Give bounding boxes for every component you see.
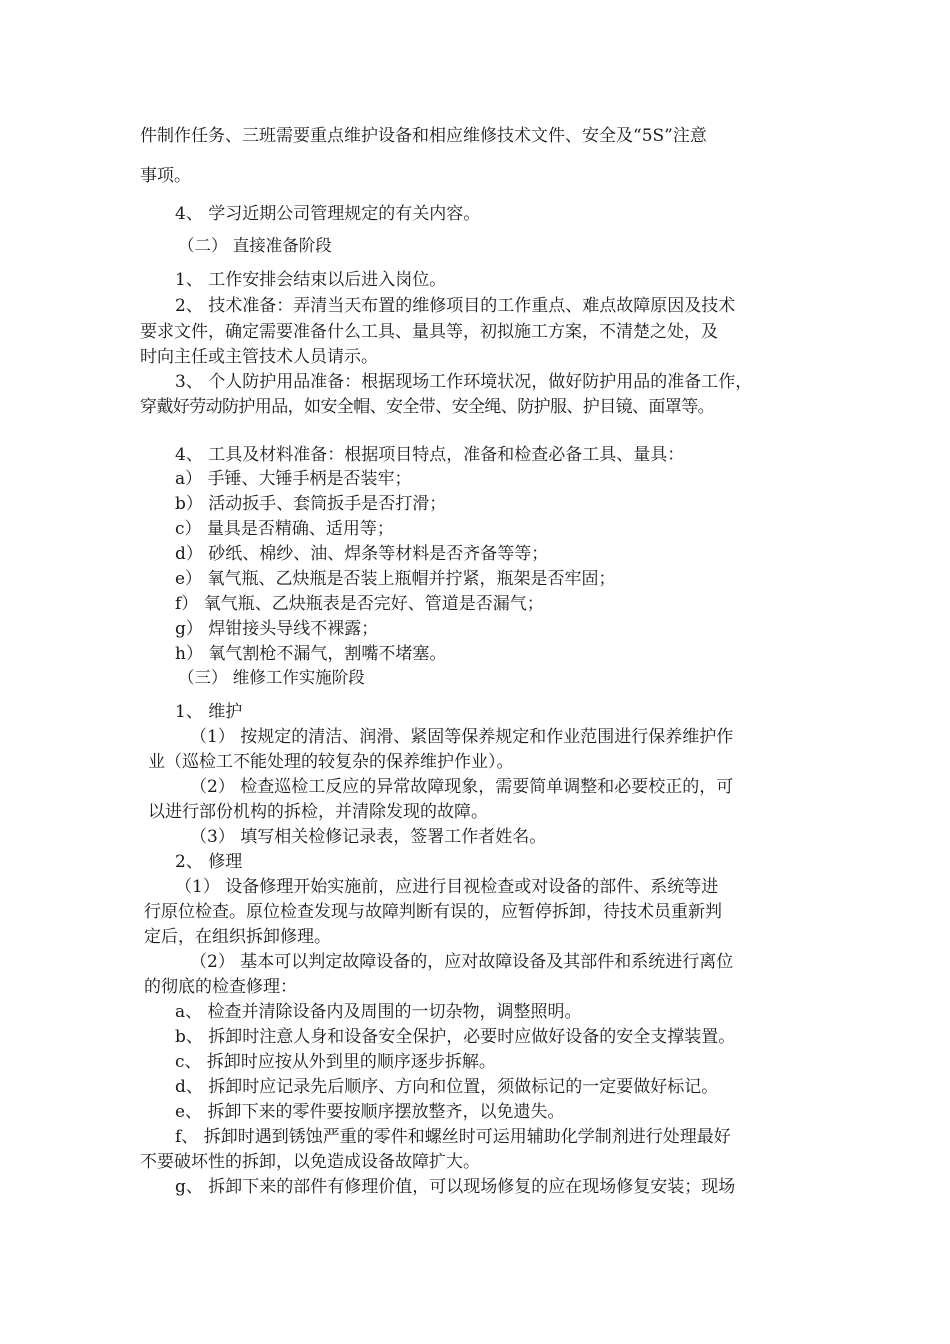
text-line: 2、 修理 — [175, 852, 243, 872]
list-item: c） 量具是否精确、适用等； — [175, 519, 394, 539]
list-item: a、 检查并清除设备内及周围的一切杂物，调整照明。 — [175, 1002, 582, 1022]
list-item: b） 活动扳手、套筒扳手是否打滑； — [175, 494, 447, 514]
section-heading: （三） 维修工作实施阶段 — [178, 668, 365, 687]
section-heading: （二） 直接准备阶段 — [178, 236, 332, 255]
text-line: 的彻底的检查修理： — [144, 977, 297, 997]
list-item: b、 拆卸时注意人身和设备安全保护，必要时应做好设备的安全支撑装置。 — [175, 1027, 736, 1047]
text-line: 1、 维护 — [175, 702, 243, 722]
text-line: （1） 按规定的清洁、润滑、紧固等保养规定和作业范围进行保养维护作 — [190, 727, 734, 747]
text-line: 以进行部份机构的拆检，并清除发现的故障。 — [148, 802, 488, 822]
list-item: g、 拆卸下来的部件有修理价值，可以现场修复的应在现场修复安装；现场 — [175, 1177, 736, 1197]
text-line: 行原位检查。原位检查发现与故障判断有误的，应暂停拆卸，待技术员重新判 — [144, 902, 722, 922]
list-item: f） 氧气瓶、乙炔瓶表是否完好、管道是否漏气； — [175, 594, 544, 614]
text-line: 2、 技术准备：弄清当天布置的维修项目的工作重点、难点故障原因及技术 — [175, 296, 736, 316]
text-line: 要求文件，确定需要准备什么工具、量具等，初拟施工方案，不清楚之处，及 — [140, 322, 718, 342]
list-item: g） 焊钳接头导线不裸露； — [175, 619, 379, 639]
list-item: f、 拆卸时遇到锈蚀严重的零件和螺丝时可运用辅助化学制剂进行处理最好 — [175, 1127, 731, 1147]
text-line: （2） 基本可以判定故障设备的，应对故障设备及其部件和系统进行离位 — [190, 952, 734, 972]
text-line: （3） 填写相关检修记录表，签署工作者姓名。 — [190, 827, 547, 847]
text-line: 事项。 — [140, 166, 191, 186]
text-line: （2） 检查巡检工反应的异常故障现象，需要简单调整和必要校正的，可 — [190, 777, 734, 797]
text-line: 3、 个人防护用品准备：根据现场工作环境状况，做好防护用品的准备工作， — [175, 372, 753, 392]
text-line: 定后，在组织拆卸修理。 — [144, 927, 331, 947]
text-line: 业（巡检工不能处理的较复杂的保养维护作业）。 — [148, 752, 514, 772]
text-line: （1） 设备修理开始实施前，应进行目视检查或对设备的部件、系统等进 — [175, 877, 719, 897]
text-line: 不要破坏性的拆卸，以免造成设备故障扩大。 — [140, 1152, 480, 1172]
list-item: d、 拆卸时应记录先后顺序、方向和位置，须做标记的一定要做好标记。 — [175, 1077, 719, 1097]
text-line: 穿戴好劳动防护用品，如安全帽、安全带、安全绳、防护服、护目镜、面罩等。 — [140, 397, 714, 417]
text-line: 件制作任务、三班需要重点维护设备和相应维修技术文件、安全及“5S”注意 — [140, 126, 707, 146]
list-item: h） 氧气割枪不漏气，割嘴不堵塞。 — [175, 644, 447, 664]
text-line: 时向主任或主管技术人员请示。 — [140, 347, 378, 367]
text-line: 1、 工作安排会结束以后进入岗位。 — [175, 270, 447, 290]
list-item: d） 砂纸、棉纱、油、焊条等材料是否齐备等等； — [175, 544, 549, 564]
text-line: 4、 工具及材料准备：根据项目特点，准备和检查必备工具、量具： — [175, 445, 685, 465]
list-item: e） 氧气瓶、乙炔瓶是否装上瓶帽并拧紧，瓶架是否牢固； — [175, 569, 616, 589]
list-item: c、 拆卸时应按从外到里的顺序逐步拆解。 — [175, 1052, 496, 1072]
text-line: 4、 学习近期公司管理规定的有关内容。 — [175, 204, 481, 224]
list-item: e、 拆卸下来的零件要按顺序摆放整齐，以免遗失。 — [175, 1102, 565, 1122]
list-item: a） 手锤、大锤手柄是否装牢； — [175, 469, 412, 489]
